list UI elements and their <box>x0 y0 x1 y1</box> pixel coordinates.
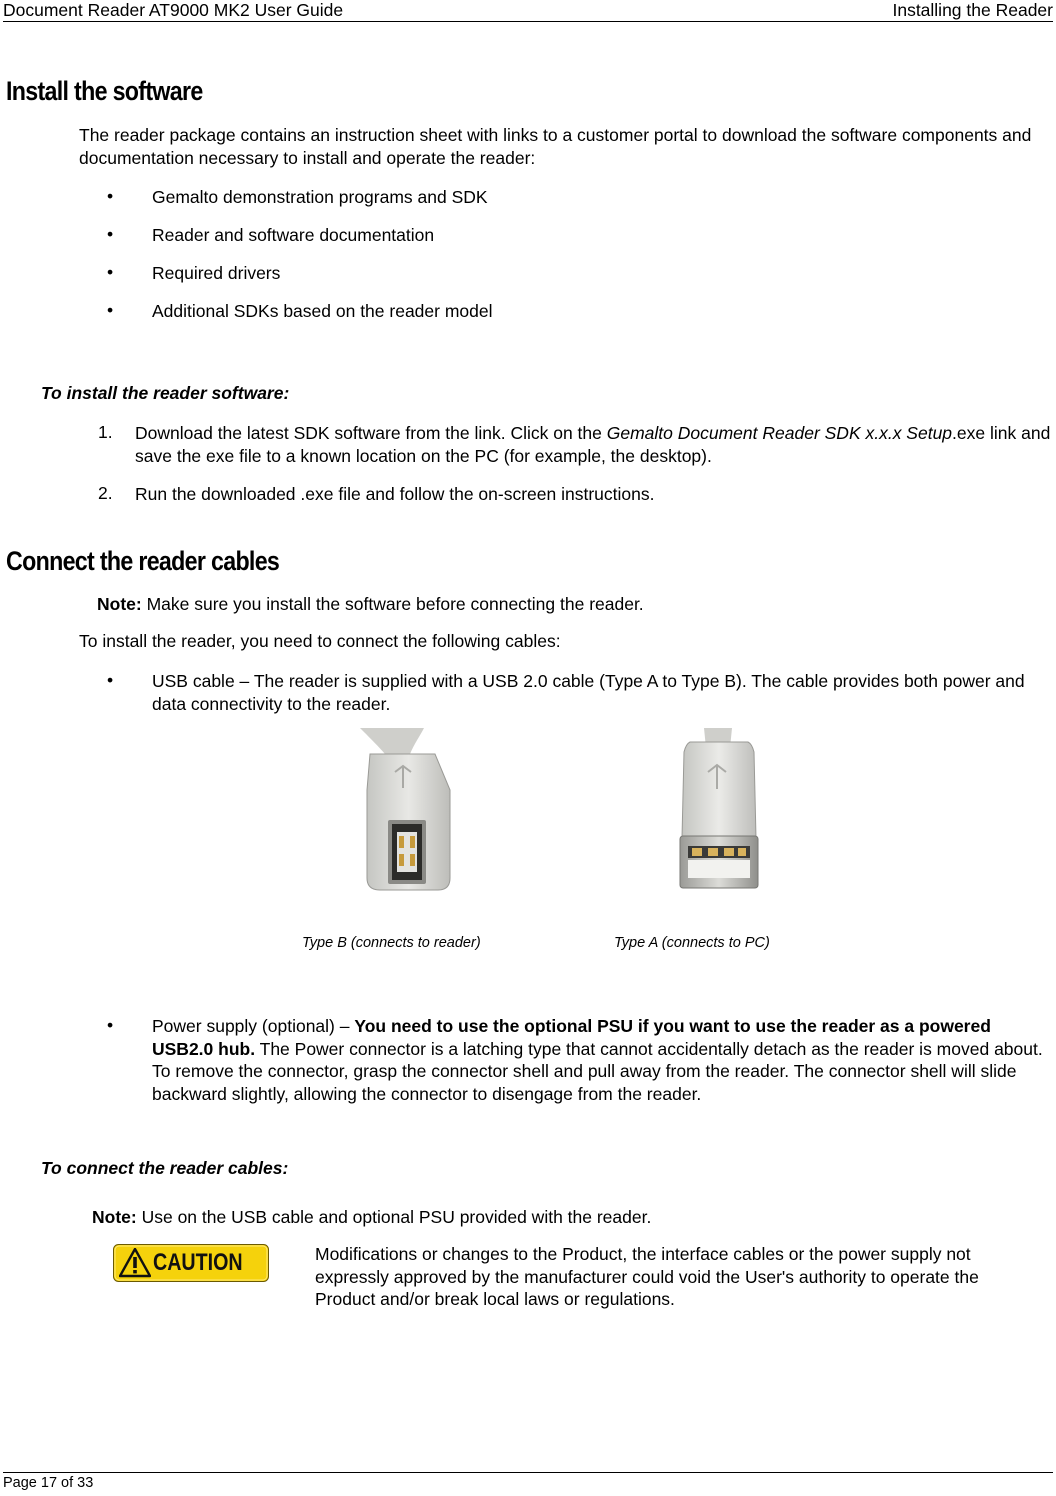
page-number: Page 17 of 33 <box>3 1475 94 1491</box>
caution-label: CAUTION <box>153 1249 243 1276</box>
list-item-text: Required drivers <box>152 263 281 283</box>
step-number: 2. <box>98 483 113 503</box>
caution-text: Modifications or changes to the Product, the interface cables or the power supply not expressly approved by the manufacturer could void the User's authority to operate the Product and/or break local laws or regulations. <box>315 1244 979 1309</box>
procedure-title-install: To install the reader software: <box>41 383 290 403</box>
sdk-setup-link-text: Gemalto Document Reader SDK x.x.x Setup <box>606 423 953 443</box>
procedure-title-connect: To connect the reader cables: <box>41 1158 289 1178</box>
step-text <box>135 422 1053 468</box>
section-title-connect-cables: Connect the reader cables <box>6 546 280 576</box>
bullet-icon: • <box>107 300 114 320</box>
header-chapter: Installing the Reader <box>892 0 1053 20</box>
note-text: Make sure you install the software before connecting the reader. <box>141 594 644 614</box>
bullet-icon: • <box>107 1015 114 1035</box>
list-item-text: USB cable – The reader is supplied with a USB 2.0 cable (Type A to Type B). The cable provides both power and data connectivity to the reader. <box>152 671 1025 714</box>
page-footer <box>3 1472 1053 1491</box>
usb-type-b-image <box>340 728 470 892</box>
step-text-part: .exe link and save the exe file to a known location on the PC (for example, the desktop). <box>135 423 1051 466</box>
connect-intro: To install the reader, you need to connect the following cables: <box>79 631 561 651</box>
note-use-provided-cables <box>92 1207 651 1228</box>
step-text: Run the downloaded .exe file and follow the on-screen instructions. <box>135 484 655 504</box>
page-header <box>3 0 1053 22</box>
psu-text-part: Power supply (optional) – <box>152 1016 355 1036</box>
psu-emphasis: You need to use the optional PSU if you want to use the reader as a powered USB2.0 hub. <box>152 1016 991 1059</box>
bullet-icon: • <box>107 224 114 244</box>
list-item-text: Additional SDKs based on the reader model <box>152 301 493 321</box>
step-text-part: Download the latest SDK software from the link. Click on the <box>135 423 607 443</box>
caption-type-a: Type A (connects to PC) <box>614 935 770 951</box>
section-title-install-software: Install the software <box>6 76 203 106</box>
note-software-first <box>97 594 644 615</box>
caption-type-b: Type B (connects to reader) <box>302 935 481 951</box>
bullet-icon: • <box>107 186 114 206</box>
caution-badge <box>113 1244 269 1282</box>
psu-text-part: The Power connector is a latching type that cannot accidentally detach as the reader is moved about. To remove the connector, grasp the connector shell and pull away from the reader. The connector shell will slide backward slightly, allowing the connector to disengage from the reader. <box>152 1038 1043 1104</box>
list-item-text: Reader and software documentation <box>152 225 435 245</box>
bullet-icon: • <box>107 670 114 690</box>
warning-triangle-icon <box>119 1248 151 1278</box>
note-label: Note: <box>97 594 142 614</box>
install-intro: The reader package contains an instruction sheet with links to a customer portal to download the software components and documentation necessary to install and operate the reader: <box>79 125 1032 168</box>
list-item-text <box>152 1015 1052 1105</box>
bullet-icon: • <box>107 262 114 282</box>
list-item-text: Gemalto demonstration programs and SDK <box>152 187 488 207</box>
header-doc-title: Document Reader AT9000 MK2 User Guide <box>3 0 344 20</box>
usb-type-a-image <box>652 728 787 892</box>
note-label: Note: <box>92 1207 137 1227</box>
note-text: Use on the USB cable and optional PSU provided with the reader. <box>136 1207 652 1227</box>
step-number: 1. <box>98 422 113 442</box>
